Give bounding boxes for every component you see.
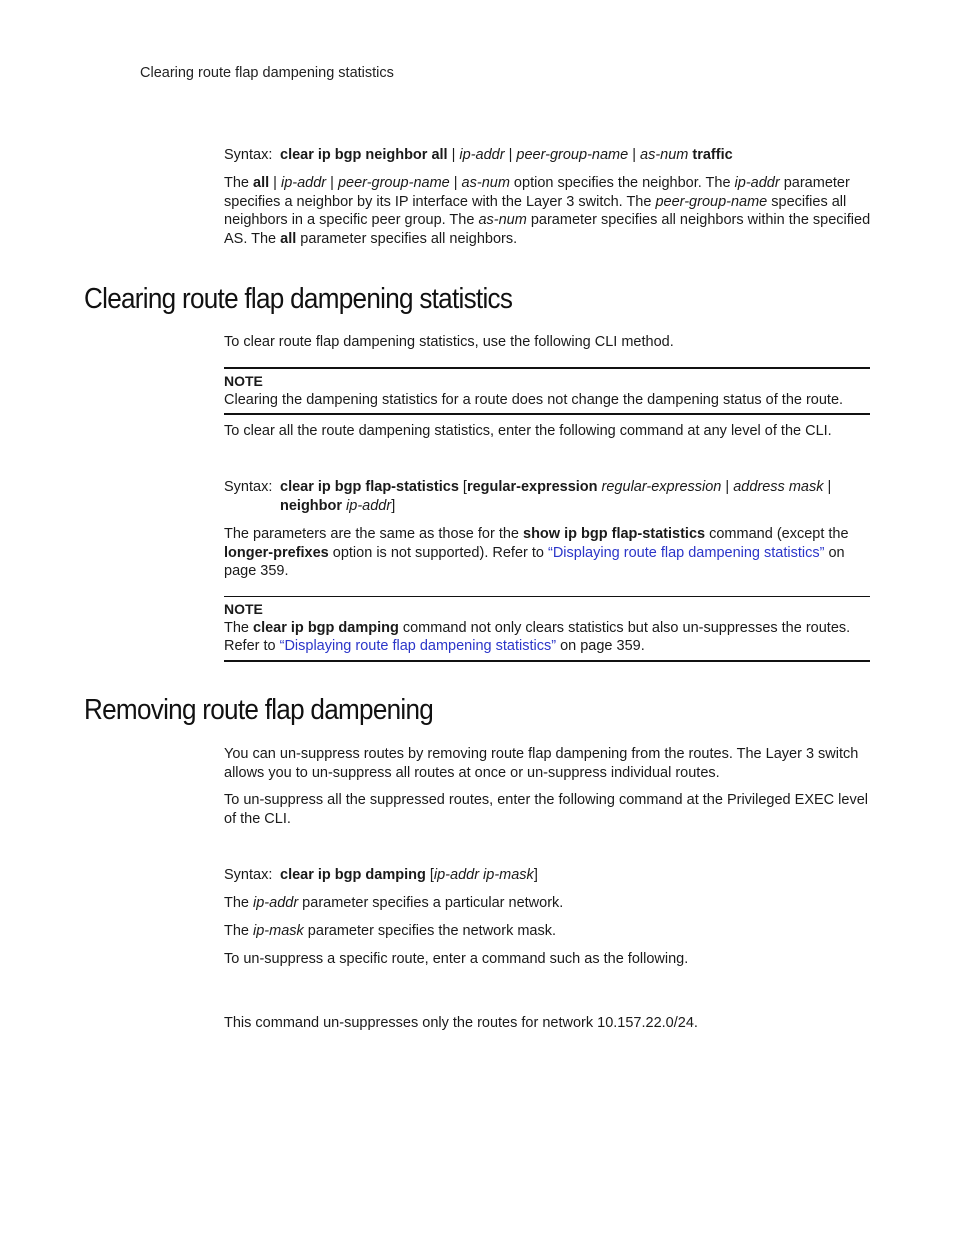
syntax-command: clear ip bgp damping xyxy=(280,867,426,883)
syntax-command: clear ip bgp neighbor all xyxy=(280,147,448,163)
section1-intro: To clear route flap dampening statistics, use the following CLI method. xyxy=(224,334,674,350)
syntax-keyword: neighbor xyxy=(280,497,343,514)
syntax-arg: regular-expression xyxy=(597,479,722,495)
note-label: NOTE xyxy=(224,601,263,617)
syntax-arg: ip-addr ip-mask xyxy=(433,867,534,883)
section2-p6: This command un-suppresses only the routes for network 10.157.22.0/24. xyxy=(224,1015,698,1031)
syntax-label: Syntax: xyxy=(224,867,273,883)
note-text: The clear ip bgp damping command not only clears statistics but also un-suppresses the routes. Refer to “Displaying route flap dampening statistics” on page 359. xyxy=(224,619,851,655)
xref-link[interactable]: “Displaying route flap dampening statistics” xyxy=(548,544,825,561)
note-text: Clearing the dampening statistics for a route does not change the dampening status of the route. xyxy=(224,391,844,408)
section1-params: The parameters are the same as those for the show ip bgp flap-statistics command (except the longer-prefixes option is not supported). Refer to “Displaying route flap dampening statistics” on page 359. xyxy=(224,526,849,580)
syntax-flap-statistics: Syntax: clear ip bgp flap-statistics [regular-expression regular-expression | address mask | neighbor ip-addr] xyxy=(224,479,832,514)
syntax-damping: Syntax: clear ip bgp damping [ip-addr ip-mask] xyxy=(224,867,538,883)
section1-para2: To clear all the route dampening statistics, enter the following command at any level of the CLI. xyxy=(224,423,832,439)
section2-p2: To un-suppress all the suppressed routes, enter the following command at the Privileged EXEC level of the CLI. xyxy=(224,792,868,827)
syntax-arg: as-num xyxy=(640,147,689,163)
syntax-label: Syntax: xyxy=(224,147,273,163)
syntax-command: clear ip bgp flap-statistics xyxy=(280,479,459,495)
section-title-removing: Removing route flap dampening xyxy=(84,694,434,726)
syntax-arg: peer-group-name xyxy=(516,147,629,163)
xref-link[interactable]: “Displaying route flap dampening statistics” xyxy=(279,638,557,655)
section2-p3: The ip-addr parameter specifies a particular network. xyxy=(224,895,564,911)
section2-p4: The ip-mask parameter specifies the network mask. xyxy=(224,923,557,939)
separator: | xyxy=(447,147,460,163)
section2-p5: To un-suppress a specific route, enter a command such as the following. xyxy=(224,951,689,967)
syntax-arg: ip-addr xyxy=(459,147,505,163)
syntax-arg: address mask xyxy=(733,479,824,495)
note-label: NOTE xyxy=(224,373,263,389)
running-header: Clearing route flap dampening statistics xyxy=(140,65,394,81)
note-box-1 xyxy=(224,367,870,415)
syntax-arg: ip-addr xyxy=(342,497,392,514)
syntax-neighbor-traffic xyxy=(224,146,872,165)
neighbor-description: The all | ip-addr | peer-group-name | as-num option specifies the neighbor. The ip-addr parameter specifies a neighbor by its IP interface with the Layer 3 switch. The peer-group-name specifies all neighbors in a specific peer group. The as-num parameter specifies all neighbors within the specified AS. The all parameter specifies all neighbors. xyxy=(224,175,871,247)
section2-p1: You can un-suppress routes by removing route flap dampening from the routes. The Layer 3 switch allows you to un-suppress all routes at once or un-suppress individual routes. xyxy=(224,746,859,781)
separator: | xyxy=(504,147,517,163)
note-box-2 xyxy=(224,596,870,662)
syntax-command: traffic xyxy=(692,147,733,163)
syntax-label: Syntax: xyxy=(224,479,273,495)
section-title-clearing: Clearing route flap dampening statistics xyxy=(84,283,513,315)
syntax-keyword: regular-expression xyxy=(466,479,598,495)
separator: | xyxy=(628,147,640,163)
